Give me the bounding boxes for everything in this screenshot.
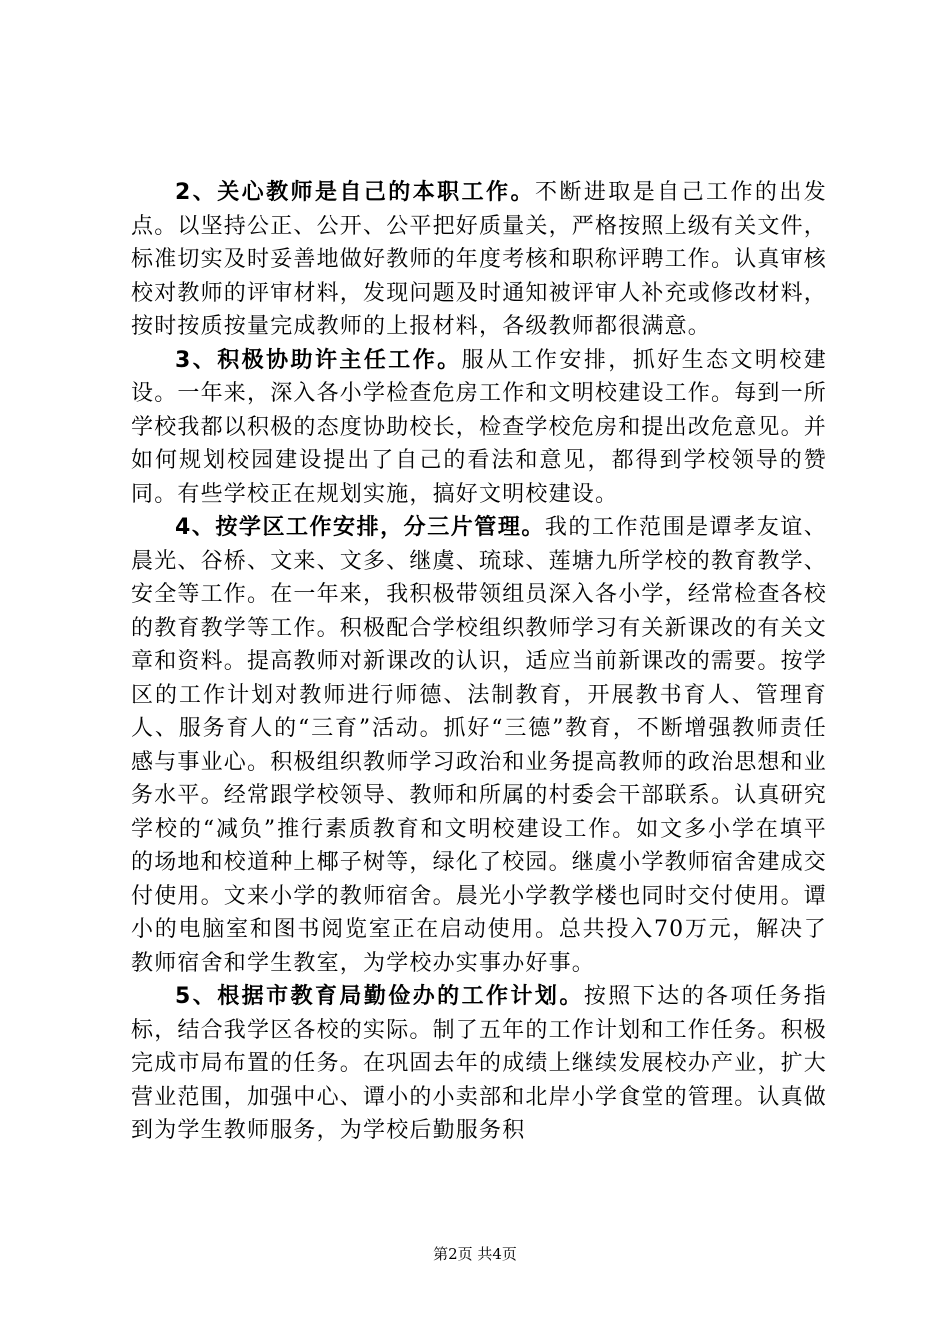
paragraph-3	[131, 344, 827, 512]
paragraph-3-heading: 3、积极协助许主任工作。	[175, 347, 462, 373]
paragraph-2	[131, 176, 827, 344]
paragraph-4-text: 我的工作范围是谭孝友谊、晨光、谷桥、文来、文多、继虞、琉球、莲塘九所学校的教育教学、安全等工作。在一年来，我积极带领组员深入各小学，经常检查各校的教育教学等工作。积极配合学校组织教师学习有关新课改的有关文章和资料。提高教师对新课改的认识，适应当前新课改的需要。按学区的工作计划对教师进行师德、法制教育，开展教书育人、管理育人、服务育人的“三育”活动。抓好“三德”教育，不断增强教师责任感与事业心。积极组织教师学习政治和业务提高教师的政治思想和业务水平。经常跟学校领导、教师和所属的村委会干部联系。认真研究学校的“减负”推行素质教育和文明校建设工作。如文多小学在填平的场地和校道种上椰子树等，绿化了校园。继虞小学教师宿舍建成交付使用。文来小学的教师宿舍。晨光小学教学楼也同时交付使用。谭小的电脑室和图书阅览室正在启动使用。总共投入70万元，解决了教师宿舍和学生教室，为学校办实事办好事。	[131, 515, 828, 976]
paragraph-4-heading: 4、按学区工作安排，分三片管理。	[175, 515, 545, 540]
paragraph-5-heading: 5、根据市教育局勤俭办的工作计划。	[175, 984, 584, 1009]
document-body	[131, 176, 827, 1148]
paragraph-5-text: 按照下达的各项任务指标，结合我学区各校的实际。制了五年的工作计划和工作任务。积极完成市局布置的任务。在巩固去年的成绩上继续发展校办产业，扩大营业范围，加强中心、谭小的小卖部和北岸小学食堂的管理。认真做到为学生教师服务，为学校后勤服务积	[131, 984, 828, 1143]
paragraph-4	[131, 511, 827, 980]
paragraph-2-text: 不断进取是自己工作的出发点。以坚持公正、公开、公平把好质量关，严格按照上级有关文件，标准切实及时妥善地做好教师的年度考核和职称评聘工作。认真审核校对教师的评审材料，发现问题及时通知被评审人补充或修改材料，按时按质按量完成教师的上报材料，各级教师都很满意。	[131, 180, 828, 339]
paragraph-5	[131, 980, 827, 1148]
paragraph-3-text: 服从工作安排，抓好生态文明校建设。一年来，深入各小学检查危房工作和文明校建设工作。每到一所学校我都以积极的态度协助校长，检查学校危房和提出改危意见。并如何规划校园建设提出了自己的看法和意见，都得到学校领导的赞同。有些学校正在规划实施，搞好文明校建设。	[131, 347, 828, 507]
page-number-footer: 第2页 共4页	[433, 1245, 517, 1263]
paragraph-2-heading: 2、关心教师是自己的本职工作。	[175, 180, 535, 205]
